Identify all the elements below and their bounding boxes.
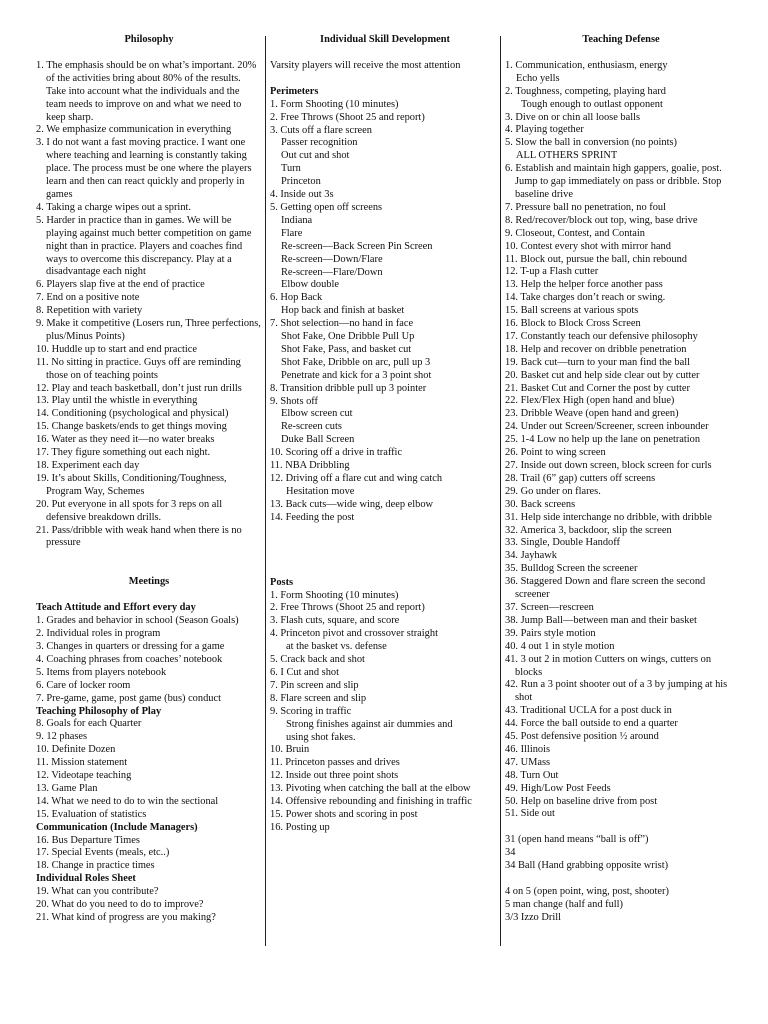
defense-item: 2. Toughness, competing, playing hard [505,85,666,97]
defense-item: Tough enough to outlast opponent [521,98,663,110]
posts-item: 16. Posting up [270,821,330,833]
meetings-item: 11. Mission statement [36,757,128,769]
philosophy-item: 5. Harder in practice than in games. We will be playing against much better competition on game night than in practice. Players and coaches find ways to overcome this discrepancy. Play at a disadvantage each night [36,214,252,278]
defense-item: 22. Flex/Flex High (open hand and blue) [505,395,675,407]
philosophy-item: 2. We emphasize communication in everything [36,124,232,136]
meetings-item: 7. Pre-game, game, post game (bus) conduct [36,692,221,704]
philosophy-item: 18. Experiment each day [36,460,140,471]
defense-notes-drills [505,886,737,925]
posts-list [270,590,500,835]
meetings-item: 20. What do you need to do to improve? [36,899,204,911]
perimeters-list [270,99,500,525]
perimeters-item: Elbow double [281,279,340,291]
philosophy-item: 4. Taking a charge wipes out a sprint. [36,201,192,213]
defense-item: 43. Traditional UCLA for a post duck in [505,705,672,717]
defense-item: 7. Pressure ball no penetration, no foul [505,201,667,213]
defense-item: 35. Bulldog Screen the screener [505,563,638,575]
posts-item: 12. Inside out three point shots [270,770,399,782]
philosophy-item: 19. It’s about Skills, Conditioning/Toughness, Program Way, Schemes [36,472,227,497]
defense-note: 34 Ball (Hand grabbing opposite wrist) [505,860,669,872]
perimeters-item: Duke Ball Screen [281,434,355,446]
defense-heading: Teaching Defense [582,34,660,45]
defense-item: 9. Closeout, Contest, and Contain [505,227,645,239]
perimeters-item: 11. NBA Dribbling [270,460,350,472]
posts-item: at the basket vs. defense [286,641,387,653]
defense-item: 10. Contest every shot with mirror hand [505,240,671,252]
posts-item: 7. Pin screen and slip [270,679,359,691]
defense-note: 34 [505,847,516,859]
posts-item: 3. Flash cuts, square, and score [270,615,400,627]
perimeters-item: Re-screen—Flare/Down [281,266,383,278]
defense-item: 25. 1-4 Low no help up the lane on penetration [505,434,701,446]
defense-item: 1. Communication, enthusiasm, energy [505,59,668,71]
philosophy-item: 14. Conditioning (psychological and physical) [36,408,229,420]
meetings-item: 10. Definite Dozen [36,744,116,756]
defense-item: ALL OTHERS SPRINT [516,150,618,162]
defense-item: 30. Back screens [505,498,576,510]
defense-item: 44. Force the ball outside to end a quarter [505,718,678,730]
perimeters-item: 5. Getting open off screens [270,201,383,213]
perimeters-item: 4. Inside out 3s [270,189,334,201]
meetings-item: 17. Special Events (meals, etc..) [36,847,170,859]
meetings-item: 18. Change in practice times [36,860,155,872]
meetings-item: 19. What can you contribute? [36,886,159,898]
philosophy-item: 15. Change baskets/ends to get things moving [36,421,227,433]
defense-item: 48. Turn Out [505,769,559,781]
defense-item: 49. High/Low Post Feeds [505,782,611,794]
posts-item: 5. Crack back and shot [270,654,365,666]
defense-item: 17. Constantly teach our defensive philosophy [505,330,698,342]
defense-item: 45. Post defensive position ½ around [505,731,659,743]
meetings-item: 13. Game Plan [36,782,98,794]
defense-item: 34. Jayhawk [505,550,557,562]
philosophy-item: 20. Put everyone in all spots for 3 reps on all defensive breakdown drills. [36,498,223,523]
drill-note: 3/3 Izzo Drill [505,911,561,923]
meetings-heading: Meetings [128,576,170,588]
defense-item: 23. Dribble Weave (open hand and green) [505,408,679,420]
meetings-item: 16. Bus Departure Times [36,834,140,846]
defense-item: 18. Help and recover on dribble penetration [505,343,687,355]
perimeters-item: 12. Driving off a flare cut and wing catch [270,473,443,484]
philosophy-item: 1. The emphasis should be on what’s important. 20% of the activities bring about 80% of the results. Take into account what the individuals and the team needs to improve on and what we need to keep sharp. [36,59,257,123]
philosophy-item: 3. I do not want a fast moving practice. I want one where teaching and learning is constantly taking place. The process must be one where the players learn and then can react quickly and properly in games [36,137,252,200]
perimeters-item: 9. Shots off [270,395,319,407]
perimeters-item: Elbow screen cut [281,408,353,420]
defense-item: 36. Staggered Down and flare screen the second screener [505,576,706,601]
posts-item: 8. Flare screen and slip [270,692,367,704]
drill-note: 4 on 5 (open point, wing, post, shooter) [505,886,669,898]
defense-item: 50. Help on baseline drive from post [505,795,658,807]
defense-item: 47. UMass [505,756,551,768]
philosophy-item: 6. Players slap five at the end of practice [36,279,205,291]
meetings-subheading: Teach Attitude and Effort every day [36,602,196,614]
perimeters-item: Turn [281,163,301,175]
defense-item: 21. Basket Cut and Corner the post by cutter [505,382,690,394]
perimeters-item: Hop back and finish at basket [281,305,405,317]
defense-item: 51. Side out [505,808,555,820]
defense-item: 40. 4 out 1 in style motion [505,640,615,652]
defense-notes [505,834,737,873]
defense-item: 29. Go under on flares. [505,485,601,497]
perimeters-item: 7. Shot selection—no hand in face [270,318,414,330]
meetings-subheading: Communication (Include Managers) [36,821,198,833]
defense-item: 4. Playing together [505,124,584,136]
defense-item: 38. Jump Ball—between man and their basket [505,614,697,626]
defense-item: 8. Red/recover/block out top, wing, base drive [505,214,698,226]
defense-item: 16. Block to Block Cross Screen [505,318,641,330]
philosophy-item: 21. Pass/dribble with weak hand when there is no pressure [36,524,242,549]
meetings-subheading: Teaching Philosophy of Play [36,705,162,717]
meetings-item: 4. Coaching phrases from coaches’ notebook [36,653,223,665]
column-divider [265,36,266,946]
perimeters-item: 8. Transition dribble pull up 3 pointer [270,382,427,394]
philosophy-item: 10. Huddle up to start and end practice [36,343,198,355]
defense-item: 19. Back cut—turn to your man find the ball [505,356,690,368]
meetings-item: 3. Changes in quarters or dressing for a game [36,640,225,652]
posts-item: using shot fakes. [286,731,356,743]
column-divider [500,36,501,946]
posts-item: 6. I Cut and shot [270,666,339,678]
perimeters-item: 6. Hop Back [270,292,323,304]
perimeters-item: Flare [281,227,303,239]
perimeters-item: Re-screen—Back Screen Pin Screen [281,240,433,252]
meetings-item: 8. Goals for each Quarter [36,718,142,730]
defense-item: 12. T-up a Flash cutter [505,266,599,278]
defense-note: 31 (open hand means “ball is off”) [505,834,649,846]
meetings-item: 5. Items from players notebook [36,666,167,678]
defense-list [505,60,737,821]
defense-item: 13. Help the helper force another pass [505,279,663,291]
perimeters-item: Re-screen—Down/Flare [281,253,383,265]
posts-item: 2. Free Throws (Shoot 25 and report) [270,602,425,614]
posts-item: 10. Bruin [270,744,310,756]
philosophy-list [36,60,262,550]
defense-column [505,34,737,925]
philosophy-item: 17. They figure something out each night. [36,447,211,459]
perimeters-item: 2. Free Throws (Shoot 25 and report) [270,111,425,123]
meetings-item: 15. Evaluation of statistics [36,808,147,820]
meetings-item: 21. What kind of progress are you making? [36,912,216,923]
defense-item: 14. Take charges don’t reach or swing. [505,292,666,304]
perimeters-item: Shot Fake, Dribble on arc, pull up 3 [281,356,431,368]
posts-item: 9. Scoring in traffic [270,705,352,717]
meetings-item: 14. What we need to do to win the sectional [36,795,219,807]
perimeters-item: Out cut and shot [281,150,350,162]
philosophy-item: 13. Play until the whistle in everything [36,395,198,407]
defense-item: 41. 3 out 2 in motion Cutters on wings, cutters on blocks [505,653,712,678]
meetings-item: 12. Videotape teaching [36,770,132,782]
defense-item: 3. Dive on or chin all loose balls [505,111,641,123]
defense-item: 46. Illinois [505,743,551,755]
philosophy-item: 16. Water as they need it—no water breaks [36,434,215,446]
perimeters-item: 14. Feeding the post [270,511,355,523]
posts-item: 15. Power shots and scoring in post [270,808,418,820]
philosophy-item: 11. No sitting in practice. Guys off are reminding those on of teaching points [36,356,241,381]
skill-intro: Varsity players will receive the most attention [270,59,461,71]
defense-item: 32. America 3, backdoor, slip the screen [505,524,672,536]
defense-item: 6. Establish and maintain high gappers, goalie, post. Jump to gap immediately on pass or dribble. Stop baseline drive [505,163,722,200]
perimeters-item: Hesitation move [286,485,355,497]
drill-note: 5 man change (half and full) [505,899,624,910]
defense-item: 5. Slow the ball in conversion (no points) [505,137,678,149]
perimeters-item: Princeton [281,176,321,188]
defense-item: 33. Single, Double Handoff [505,537,620,549]
posts-item: 1. Form Shooting (10 minutes) [270,589,399,601]
meetings-item: 6. Care of locker room [36,679,131,691]
posts-item: 14. Offensive rebounding and finishing in traffic [270,796,472,808]
philosophy-item: 12. Play and teach basketball, don’t just run drills [36,382,242,394]
skill-column [270,34,500,835]
defense-item: 42. Run a 3 point shooter out of a 3 by jumping at his shot [505,679,728,704]
posts-item: Strong finishes against air dummies and [286,718,453,730]
philosophy-heading: Philosophy [124,34,174,45]
defense-item: 28. Trail (6” gap) cutters off screens [505,472,656,484]
defense-item: 24. Under out Screen/Screener, screen inbounder [505,421,709,433]
meetings-item: 9. 12 phases [36,731,88,743]
defense-item: 37. Screen—rescreen [505,601,594,613]
skill-heading: Individual Skill Development [320,34,450,45]
defense-item: 26. Point to wing screen [505,447,606,459]
philosophy-item: 7. End on a positive note [36,292,140,304]
defense-item: 15. Ball screens at various spots [505,305,639,317]
posts-heading: Posts [270,576,294,588]
philosophy-item: 8. Repetition with variety [36,305,143,317]
perimeters-item: 10. Scoring off a drive in traffic [270,447,403,459]
defense-item: 20. Basket cut and help side clear out by cutter [505,369,700,381]
perimeters-item: Re-screen cuts [281,421,342,433]
defense-item: 31. Help side interchange no dribble, with dribble [505,511,712,523]
perimeters-heading: Perimeters [270,85,319,97]
perimeters-item: 3. Cuts off a flare screen [270,124,372,136]
defense-item: 27. Inside out down screen, block screen for curls [505,460,712,471]
defense-item: Echo yells [516,72,560,84]
meetings-item: 1. Grades and behavior in school (Season Goals) [36,615,239,627]
perimeters-item: Indiana [281,214,313,226]
perimeters-item: 1. Form Shooting (10 minutes) [270,98,399,110]
philosophy-column [36,34,262,925]
meetings-subheading: Individual Roles Sheet [36,873,136,885]
perimeters-item: Penetrate and kick for a 3 point shot [281,369,432,381]
defense-item: 11. Block out, pursue the ball, chin rebound [505,253,687,265]
meetings-item: 2. Individual roles in program [36,628,161,640]
philosophy-item: 9. Make it competitive (Losers run, Three perfections, plus/Minus Points) [36,318,261,342]
perimeters-item: 13. Back cuts—wide wing, deep elbow [270,498,434,510]
posts-item: 13. Pivoting when catching the ball at the elbow [270,783,471,795]
meetings-list [36,602,262,925]
posts-item: 11. Princeton passes and drives [270,757,400,769]
defense-item: 39. Pairs style motion [505,627,596,639]
posts-item: 4. Princeton pivot and crossover straight [270,628,438,640]
perimeters-item: Shot Fake, One Dribble Pull Up [281,331,415,343]
perimeters-item: Passer recognition [281,137,358,149]
perimeters-item: Shot Fake, Pass, and basket cut [281,343,412,355]
